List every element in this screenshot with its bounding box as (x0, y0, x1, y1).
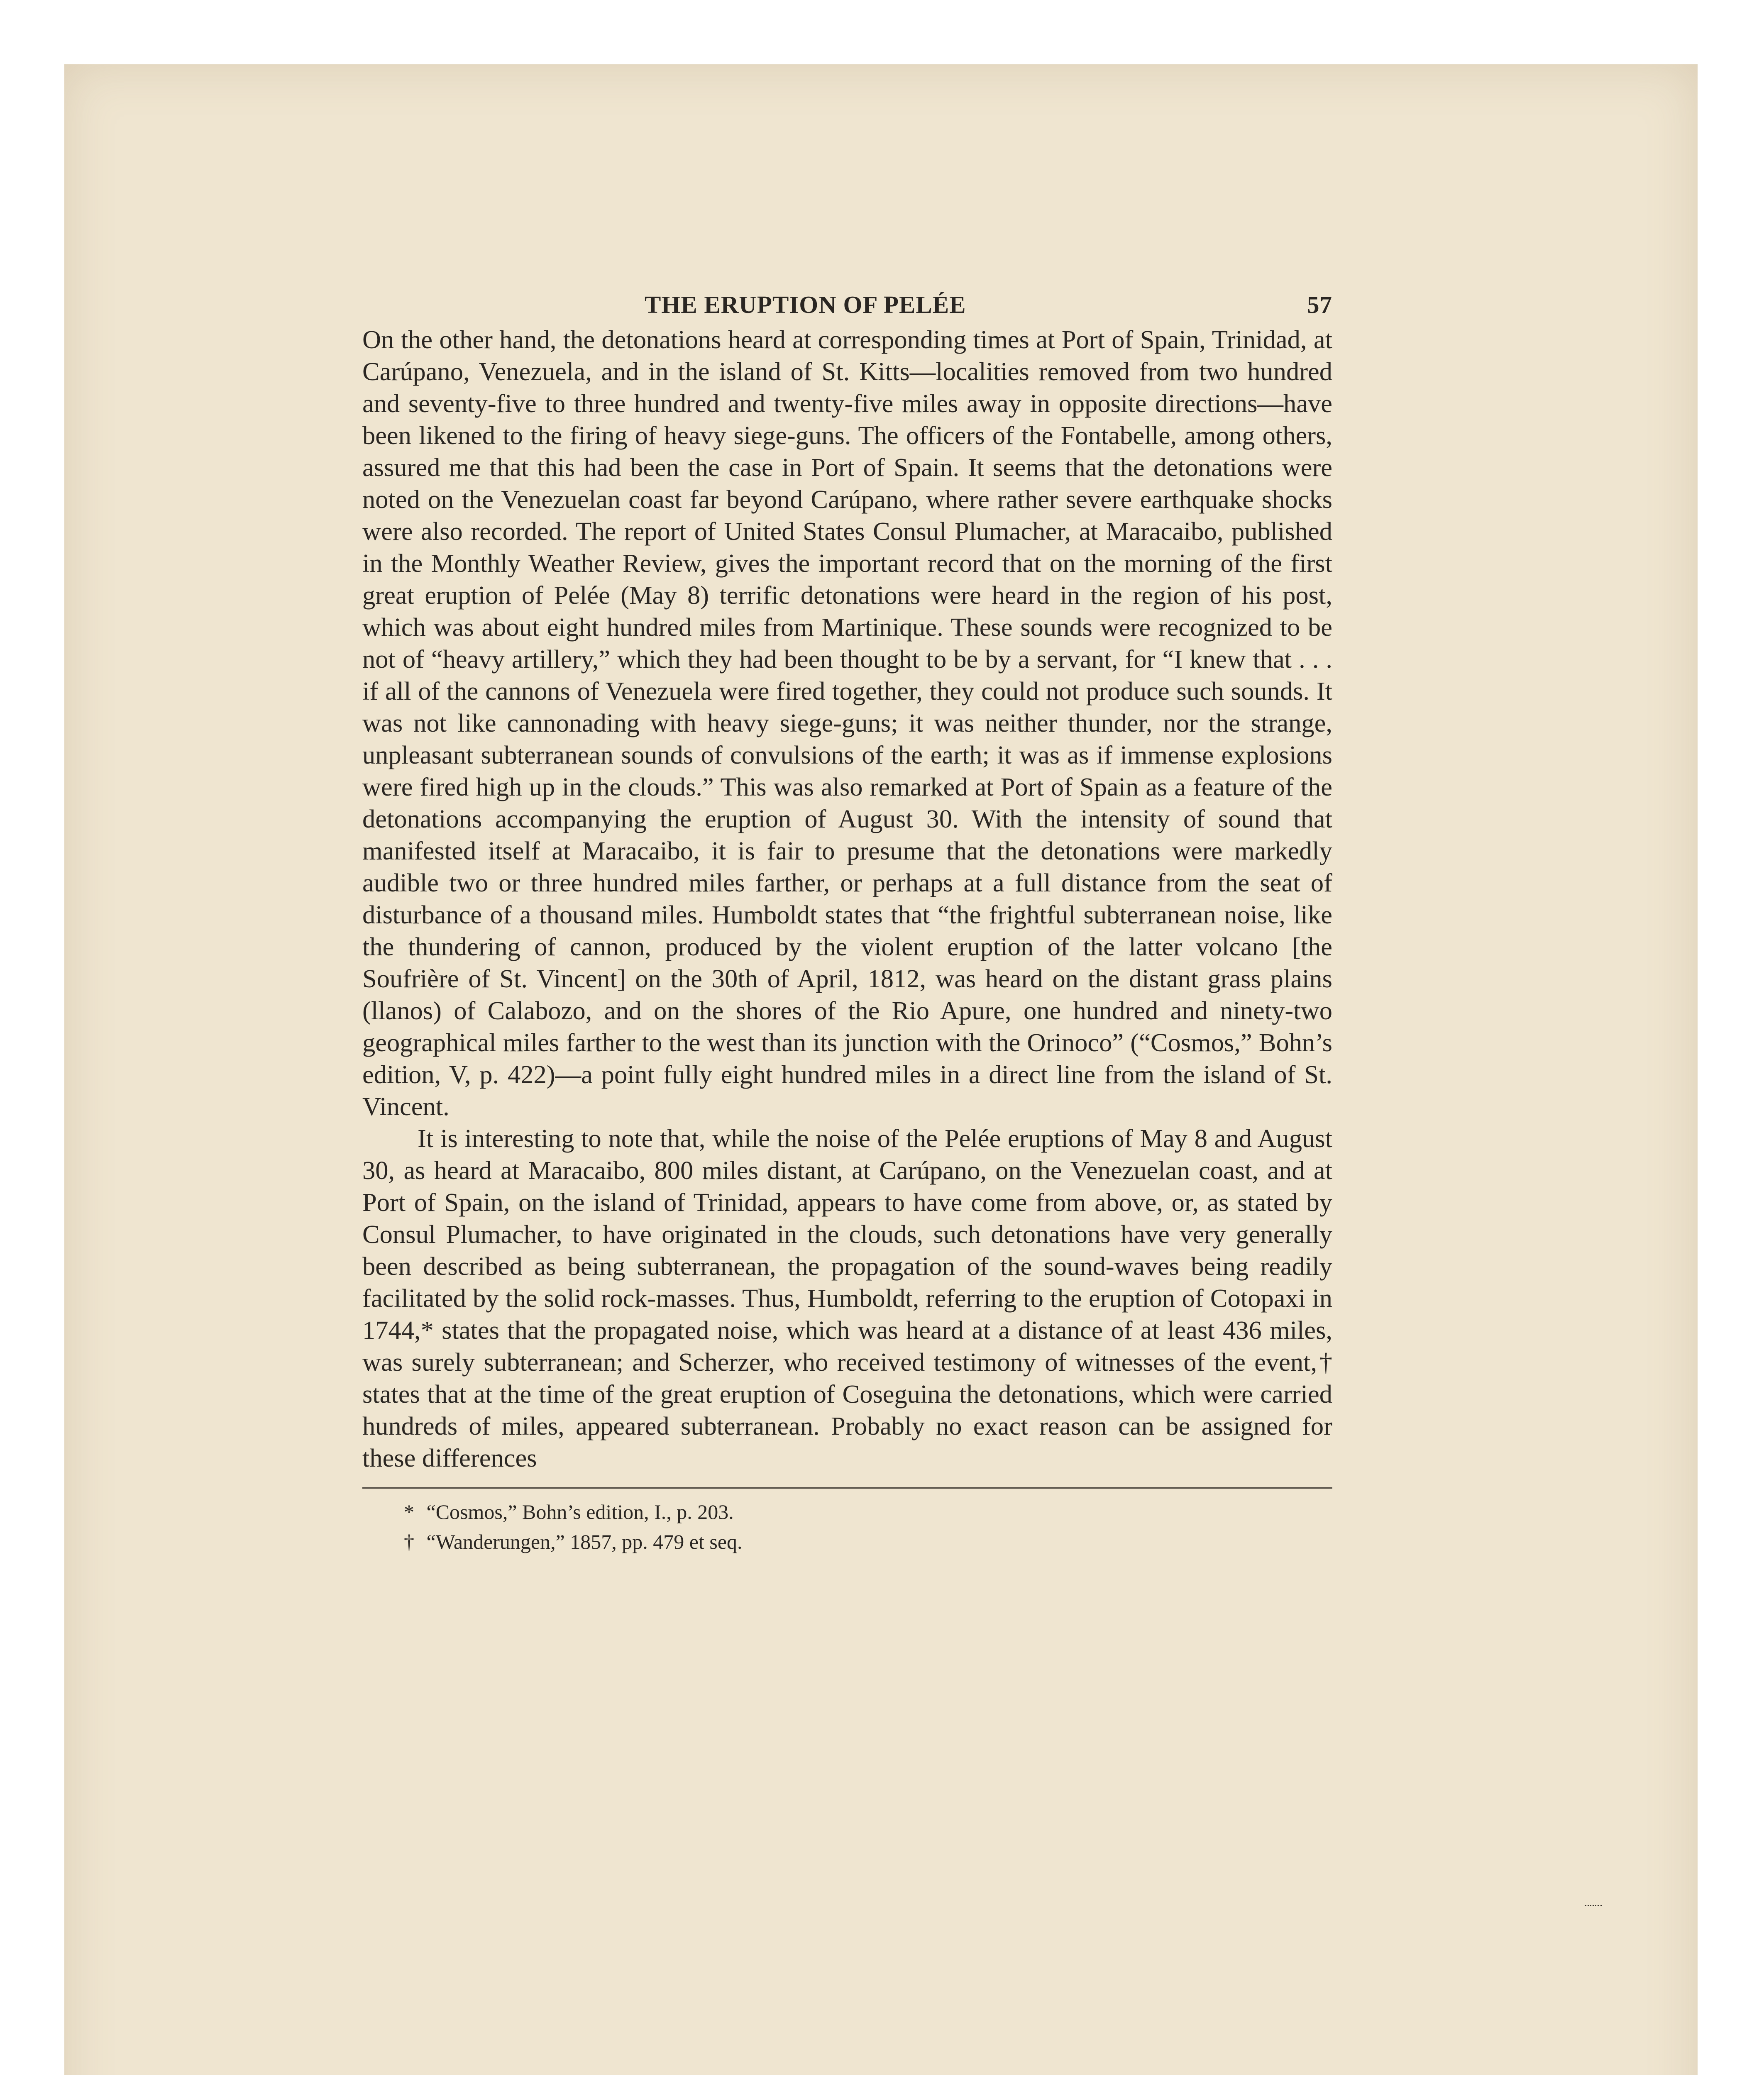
ink-smudge (1585, 1905, 1602, 1910)
paragraph-2: It is interesting to note that, while the noise of the Pelée eruptions of May 8 and August 30, as heard at Maracaibo, 800 miles distant, at Carúpano, on the Venezuelan coast, and at Port of Spain, on the island of Trinidad, appears to have come from above, or, as stated by Consul Plumacher, to have originated in the clouds, such detonations have very generally been described as being subterranean, the propagation of the sound-waves being readily facilitated by the solid rock-masses. Thus, Humboldt, referring to the eruption of Cotopaxi in 1744,* states that the propagated noise, which was heard at a distance of at least 436 miles, was surely subterranean; and Scherzer, who received testimony of witnesses of the event,† states that at the time of the great eruption of Coseguina the detonations, which were carried hundreds of miles, appeared subterranean. Probably no exact reason can be assigned for these differences (362, 1124, 1332, 1472)
book-page (362, 290, 1332, 1557)
body-text (362, 324, 1332, 1474)
footnotes (362, 1497, 1332, 1557)
footnote-mark-asterisk: * (404, 1500, 414, 1523)
footnote-2 (404, 1527, 1332, 1557)
footnote-mark-dagger: † (404, 1530, 414, 1553)
running-title: THE ERUPTION OF PELÉE (645, 291, 966, 318)
footnote-1 (404, 1497, 1332, 1527)
footnote-text: “Wanderungen,” 1857, pp. 479 et seq. (426, 1530, 743, 1553)
paragraph-1: On the other hand, the detonations heard at corresponding times at Port of Spain, Trinidad, at Carúpano, Venezuela, and in the island of St. Kitts—localities removed from two hundred and seventy-five to three hundred and twenty-five miles away in opposite directions—have been likened to the firing of heavy siege-guns. The officers of the Fontabelle, among others, assured me that this had been the case in Port of Spain. It seems that the detonations were noted on the Venezuelan coast far beyond Carúpano, where rather severe earthquake shocks were also recorded. The report of United States Consul Plumacher, at Maracaibo, published in the Monthly Weather Review, gives the important record that on the morning of the first great eruption of Pelée (May 8) terrific detonations were heard in the region of his post, which was about eight hundred miles from Martinique. These sounds were recognized to be not of “heavy artillery,” which they had been thought to be by a servant, for “I knew that . . . if all of the cannons of Venezuela were fired together, they could not produce such sounds. It was not like cannonading with heavy siege-guns; it was neither thunder, nor the strange, unpleasant subterranean sounds of convulsions of the earth; it was as if immense explosions were fired high up in the clouds.” This was also remarked at Port of Spain as a feature of the detonations accompanying the eruption of August 30. With the intensity of sound that manifested itself at Maracaibo, it is fair to presume that the detonations were markedly audible two or three hundred miles farther, or perhaps at a full distance from the seat of disturbance of a thousand miles. Humboldt states that “the frightful subterranean noise, like the thundering of cannon, produced by the violent eruption of the latter volcano [the Soufrière of St. Vincent] on the 30th of April, 1812, was heard on the distant grass plains (llanos) of Calabozo, and on the shores of the Rio Apure, one hundred and ninety-two geographical miles farther to the west than its junction with the Orinoco” (“Cosmos,” Bohn’s edition, V, p. 422)—a point fully eight hundred miles in a direct line from the island of St. Vincent. (362, 325, 1332, 1121)
footnote-text: “Cosmos,” Bohn’s edition, I., p. 203. (426, 1500, 734, 1523)
running-head (362, 290, 1332, 324)
footnote-divider (362, 1487, 1332, 1489)
page-number: 57 (1307, 291, 1332, 318)
